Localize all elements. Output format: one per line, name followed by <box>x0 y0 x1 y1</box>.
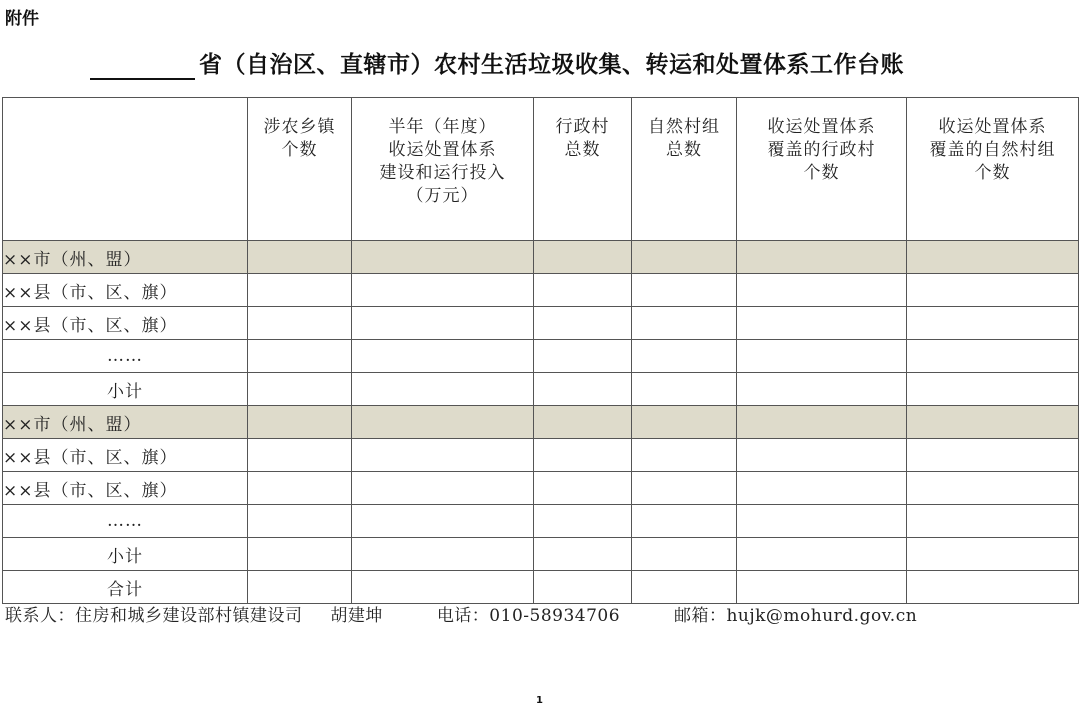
table-row <box>3 571 1079 604</box>
row-label-cell: ××县（市、区、旗） <box>3 439 248 472</box>
data-cell <box>534 241 632 274</box>
header-cell-covered-natural-villages: 收运处置体系 覆盖的自然村组 个数 <box>907 98 1079 241</box>
page-number: 1 <box>536 695 543 706</box>
data-cell <box>352 307 534 340</box>
data-cell <box>737 340 907 373</box>
contact-email: 邮箱：hujk@mohurd.gov.cn <box>673 606 918 626</box>
data-cell <box>632 241 737 274</box>
data-cell <box>534 340 632 373</box>
data-cell <box>737 505 907 538</box>
data-cell <box>534 274 632 307</box>
data-cell <box>737 241 907 274</box>
row-label-cell: …… <box>3 505 248 538</box>
table-header-row <box>3 98 1079 241</box>
data-cell <box>632 505 737 538</box>
row-label-cell: …… <box>3 340 248 373</box>
row-label-cell: ××县（市、区、旗） <box>3 472 248 505</box>
contact-footer <box>5 601 939 626</box>
table-row <box>3 373 1079 406</box>
table-row <box>3 439 1079 472</box>
data-cell <box>632 439 737 472</box>
data-cell <box>352 472 534 505</box>
data-cell <box>534 472 632 505</box>
data-cell <box>737 538 907 571</box>
row-label-cell: 小计 <box>3 373 248 406</box>
contact-person: 胡建坤 <box>330 606 383 626</box>
data-cell <box>907 307 1079 340</box>
data-cell <box>248 571 352 604</box>
data-cell <box>534 571 632 604</box>
data-cell <box>737 274 907 307</box>
data-cell <box>352 340 534 373</box>
data-cell <box>352 406 534 439</box>
row-label-cell: 合计 <box>3 571 248 604</box>
data-cell <box>907 373 1079 406</box>
table-row <box>3 406 1079 439</box>
header-cell-region <box>3 98 248 241</box>
data-cell <box>248 373 352 406</box>
data-cell <box>248 538 352 571</box>
data-cell <box>632 571 737 604</box>
data-cell <box>632 472 737 505</box>
data-cell <box>534 505 632 538</box>
data-cell <box>352 373 534 406</box>
data-cell <box>352 538 534 571</box>
data-cell <box>248 472 352 505</box>
data-cell <box>737 406 907 439</box>
data-cell <box>632 538 737 571</box>
data-cell <box>248 439 352 472</box>
data-cell <box>248 274 352 307</box>
row-label-cell: ××县（市、区、旗） <box>3 307 248 340</box>
header-cell-covered-admin-villages: 收运处置体系 覆盖的行政村 个数 <box>737 98 907 241</box>
data-cell <box>737 472 907 505</box>
data-cell <box>248 307 352 340</box>
data-cell <box>737 307 907 340</box>
data-cell <box>737 373 907 406</box>
row-label-cell: ××市（州、盟） <box>3 241 248 274</box>
data-cell <box>737 571 907 604</box>
table-row <box>3 241 1079 274</box>
data-cell <box>737 439 907 472</box>
header-cell-investment: 半年（年度） 收运处置体系 建设和运行投入 （万元） <box>352 98 534 241</box>
data-cell <box>907 505 1079 538</box>
data-cell <box>352 571 534 604</box>
header-cell-natural-village-total: 自然村组 总数 <box>632 98 737 241</box>
data-cell <box>534 406 632 439</box>
data-cell <box>907 241 1079 274</box>
table-row <box>3 538 1079 571</box>
data-cell <box>632 274 737 307</box>
data-cell <box>534 373 632 406</box>
data-cell <box>248 406 352 439</box>
table-row <box>3 472 1079 505</box>
data-cell <box>632 340 737 373</box>
row-label-cell: ××县（市、区、旗） <box>3 274 248 307</box>
province-blank-line <box>90 50 195 80</box>
data-cell <box>352 274 534 307</box>
data-cell <box>907 571 1079 604</box>
data-cell <box>534 439 632 472</box>
header-cell-admin-village-total: 行政村 总数 <box>534 98 632 241</box>
data-cell <box>352 241 534 274</box>
ledger-table <box>2 97 1079 604</box>
table-row <box>3 505 1079 538</box>
table-row <box>3 307 1079 340</box>
attachment-label: 附件 <box>5 9 39 29</box>
data-cell <box>534 307 632 340</box>
data-cell <box>907 472 1079 505</box>
data-cell <box>534 538 632 571</box>
data-cell <box>632 373 737 406</box>
data-cell <box>907 340 1079 373</box>
data-cell <box>248 340 352 373</box>
data-cell <box>907 274 1079 307</box>
document-title: 省（自治区、直辖市）农村生活垃圾收集、转运和处置体系工作台账 <box>199 52 904 78</box>
row-label-cell: ××市（州、盟） <box>3 406 248 439</box>
data-cell <box>352 505 534 538</box>
data-cell <box>632 307 737 340</box>
row-label-cell: 小计 <box>3 538 248 571</box>
data-cell <box>907 439 1079 472</box>
data-cell <box>907 538 1079 571</box>
data-cell <box>248 241 352 274</box>
data-cell <box>632 406 737 439</box>
data-cell <box>352 439 534 472</box>
contact-label: 联系人：住房和城乡建设部村镇建设司 <box>5 606 303 626</box>
table-row <box>3 340 1079 373</box>
header-cell-township-count: 涉农乡镇 个数 <box>248 98 352 241</box>
data-cell <box>248 505 352 538</box>
document-title-row <box>90 46 904 80</box>
table-row <box>3 274 1079 307</box>
data-cell <box>907 406 1079 439</box>
contact-phone: 电话：010-58934706 <box>436 606 621 626</box>
